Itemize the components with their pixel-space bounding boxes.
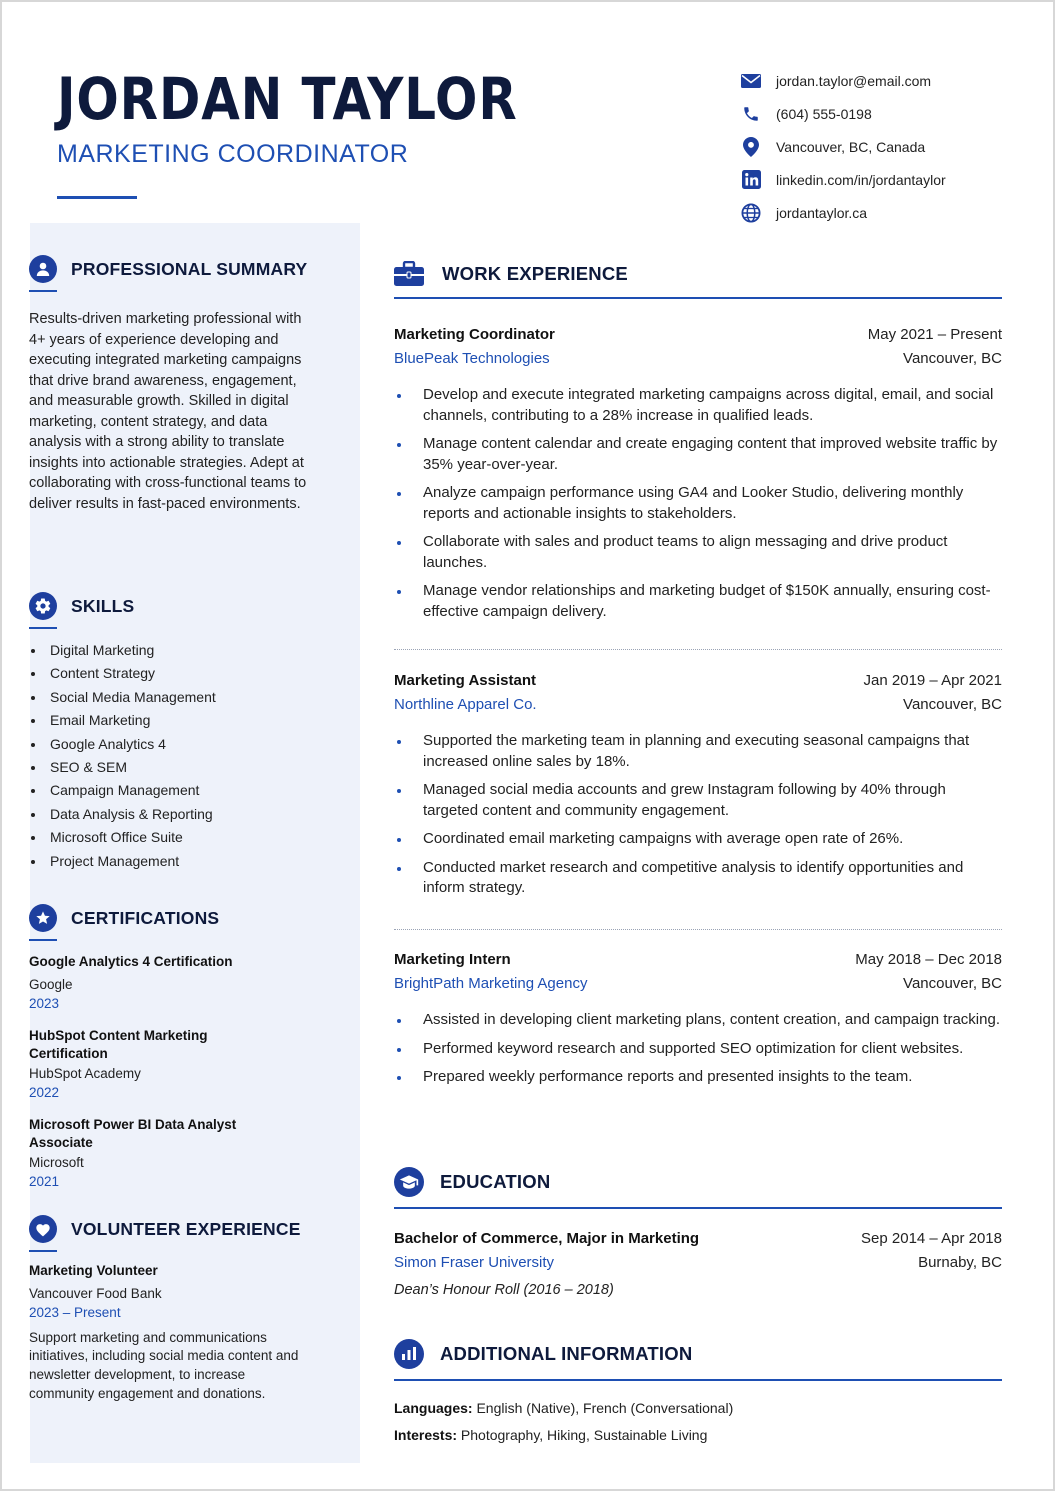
volunteer-description: Support marketing and communications initiatives, including social media content and newsletter development, to increase community engagement and donations. [29,1329,299,1401]
star-badge-icon [29,904,57,932]
email-icon [740,70,762,92]
certification-issuer: Microsoft [29,1154,84,1170]
skills-section [29,592,319,873]
job-entry [394,948,1002,1096]
job-bullet: Analyze campaign performance using GA4 and Looker Studio, delivering monthly reports and actionable insights to stakeholders. [394,483,1002,524]
job-bullet: Manage content calendar and create engaging content that improved website traffic by 35% year-over-year. [394,434,1002,475]
gear-icon [29,592,57,620]
graduation-cap-icon [394,1167,424,1197]
certification-year: 2023 [29,995,60,1011]
contact-website[interactable] [740,196,1040,229]
job-bullet: Supported the marketing team in planning and executing seasonal campaigns that increased online sales by 18%. [394,731,1002,772]
job-bullets [394,385,1002,622]
contact-block [740,64,1040,229]
school-location: Burnaby, BC [918,1254,1002,1271]
languages-label: Languages: [394,1400,473,1416]
education-divider [394,1207,1002,1209]
phone-icon [740,103,762,125]
additional-info-divider [394,1379,1002,1381]
job-bullet: Conducted market research and competitive analysis to identify opportunities and inform strategy. [394,858,1002,899]
interests-line [394,1422,1002,1449]
job-dates: Jan 2019 – Apr 2021 [863,672,1002,689]
candidate-name: JORDAN TAYLOR [57,65,518,133]
volunteer-role: Marketing Volunteer [29,1263,158,1278]
contact-phone[interactable] [740,97,1040,130]
job-company: BluePeak Technologies [394,350,550,367]
skills-divider [29,627,57,629]
certifications-divider [29,939,57,941]
degree: Bachelor of Commerce, Major in Marketing [394,1230,700,1247]
additional-info-content [394,1395,1002,1449]
job-location: Vancouver, BC [903,696,1002,713]
linkedin-icon [740,169,762,191]
languages-line [394,1395,1002,1422]
certification-item [29,1027,319,1102]
certifications-section [29,904,319,1191]
contact-location-text: Vancouver, BC, Canada [776,138,926,155]
skill-item: SEO & SEM [29,756,319,779]
interests-value: Photography, Hiking, Sustainable Living [460,1427,708,1443]
summary-divider [29,290,57,292]
job-bullets [394,731,1002,899]
summary-heading: PROFESSIONAL SUMMARY [71,258,308,279]
volunteer-dates: 2023 – Present [29,1304,121,1320]
work-experience-heading: WORK EXPERIENCE [442,263,628,284]
summary-text: Results-driven marketing professional with 4+ years of experience developing and executing integrated marketing campaigns that drive brand awareness, engagement, and measurable growth. Skilled in digital marketing, content strategy, and data analysis with a strong ability to translate insights into actionable strategies. Adept at collaborating with cross-functional teams to deliver results in fast-paced environments. [29,311,307,512]
job-divider [394,929,1002,930]
certification-name: HubSpot Content Marketing Certification [29,1027,208,1061]
education-entry [394,1227,1002,1301]
contact-phone-text: (604) 555-0198 [776,105,872,122]
honours: Dean’s Honour Roll (2016 – 2018) [394,1282,614,1298]
job-title: MARKETING COORDINATOR [57,140,409,168]
education-header [394,1167,1002,1209]
certification-item [29,953,319,1013]
job-role: Marketing Coordinator [394,326,555,343]
job-entry [394,669,1002,907]
skills-heading: SKILLS [71,595,135,616]
work-experience-header [394,261,1002,299]
contact-email[interactable] [740,64,1040,97]
job-bullet: Managed social media accounts and grew Instagram following by 40% through targeted content and community engagement. [394,780,1002,821]
job-location: Vancouver, BC [903,975,1002,992]
skill-item: Social Media Management [29,686,319,709]
contact-linkedin-text: linkedin.com/in/jordantaylor [776,171,946,188]
certification-issuer: Google [29,976,73,992]
job-bullet: Collaborate with sales and product teams to align messaging and drive product launches. [394,532,1002,573]
certification-name: Google Analytics 4 Certification [29,954,233,969]
volunteer-heading: VOLUNTEER EXPERIENCE [71,1218,301,1239]
work-experience-divider [394,297,1002,299]
education-dates: Sep 2014 – Apr 2018 [861,1230,1002,1247]
skill-item: Digital Marketing [29,639,319,662]
volunteer-organization: Vancouver Food Bank [29,1285,162,1301]
job-bullet: Develop and execute integrated marketing campaigns across digital, email, and social channels, contributing to a 28% increase in qualified leads. [394,385,1002,426]
contact-linkedin[interactable] [740,163,1040,196]
certification-issuer: HubSpot Academy [29,1065,141,1081]
skill-item: Data Analysis & Reporting [29,803,319,826]
job-divider [394,649,1002,650]
certification-year: 2022 [29,1084,60,1100]
heart-icon [29,1215,57,1243]
globe-icon [740,202,762,224]
skill-item: Email Marketing [29,709,319,732]
title-divider [57,196,137,199]
job-company: BrightPath Marketing Agency [394,975,588,992]
interests-label: Interests: [394,1427,458,1443]
contact-email-text: jordan.taylor@email.com [776,72,932,89]
job-bullet: Assisted in developing client marketing plans, content creation, and campaign tracking. [394,1010,1002,1031]
contact-website-text: jordantaylor.ca [776,204,868,221]
skill-item: Google Analytics 4 [29,733,319,756]
job-role: Marketing Assistant [394,672,536,689]
job-bullet: Coordinated email marketing campaigns with average open rate of 26%. [394,829,1002,850]
bar-chart-icon [394,1339,424,1369]
certification-name: Microsoft Power BI Data Analyst Associate [29,1116,237,1150]
contact-location [740,130,1040,163]
additional-info-header [394,1339,1002,1381]
job-dates: May 2021 – Present [867,326,1002,343]
volunteer-section [29,1215,319,1404]
location-pin-icon [740,136,762,158]
languages-value: English (Native), French (Conversational) [476,1400,734,1416]
certifications-heading: CERTIFICATIONS [71,907,220,928]
job-role: Marketing Intern [394,951,511,968]
job-bullet: Performed keyword research and supported SEO optimization for client websites. [394,1039,1002,1060]
job-bullets [394,1010,1002,1088]
volunteer-divider [29,1250,57,1252]
summary-section [29,255,319,514]
job-dates: May 2018 – Dec 2018 [855,951,1002,968]
skill-item: Content Strategy [29,662,319,685]
job-company: Northline Apparel Co. [394,696,537,713]
briefcase-icon [394,261,424,287]
skill-item: Campaign Management [29,779,319,802]
job-bullet: Prepared weekly performance reports and presented insights to the team. [394,1067,1002,1088]
school-name: Simon Fraser University [394,1254,555,1271]
skill-item: Microsoft Office Suite [29,826,319,849]
user-icon [29,255,57,283]
education-heading: EDUCATION [440,1171,551,1192]
additional-info-heading: ADDITIONAL INFORMATION [440,1343,693,1364]
job-entry [394,323,1002,630]
job-bullet: Manage vendor relationships and marketing budget of $150K annually, ensuring cost-effective campaign delivery. [394,581,1002,622]
certification-item [29,1116,319,1191]
job-location: Vancouver, BC [903,350,1002,367]
skills-list [29,639,319,873]
skill-item: Project Management [29,850,319,873]
certification-year: 2021 [29,1173,60,1189]
